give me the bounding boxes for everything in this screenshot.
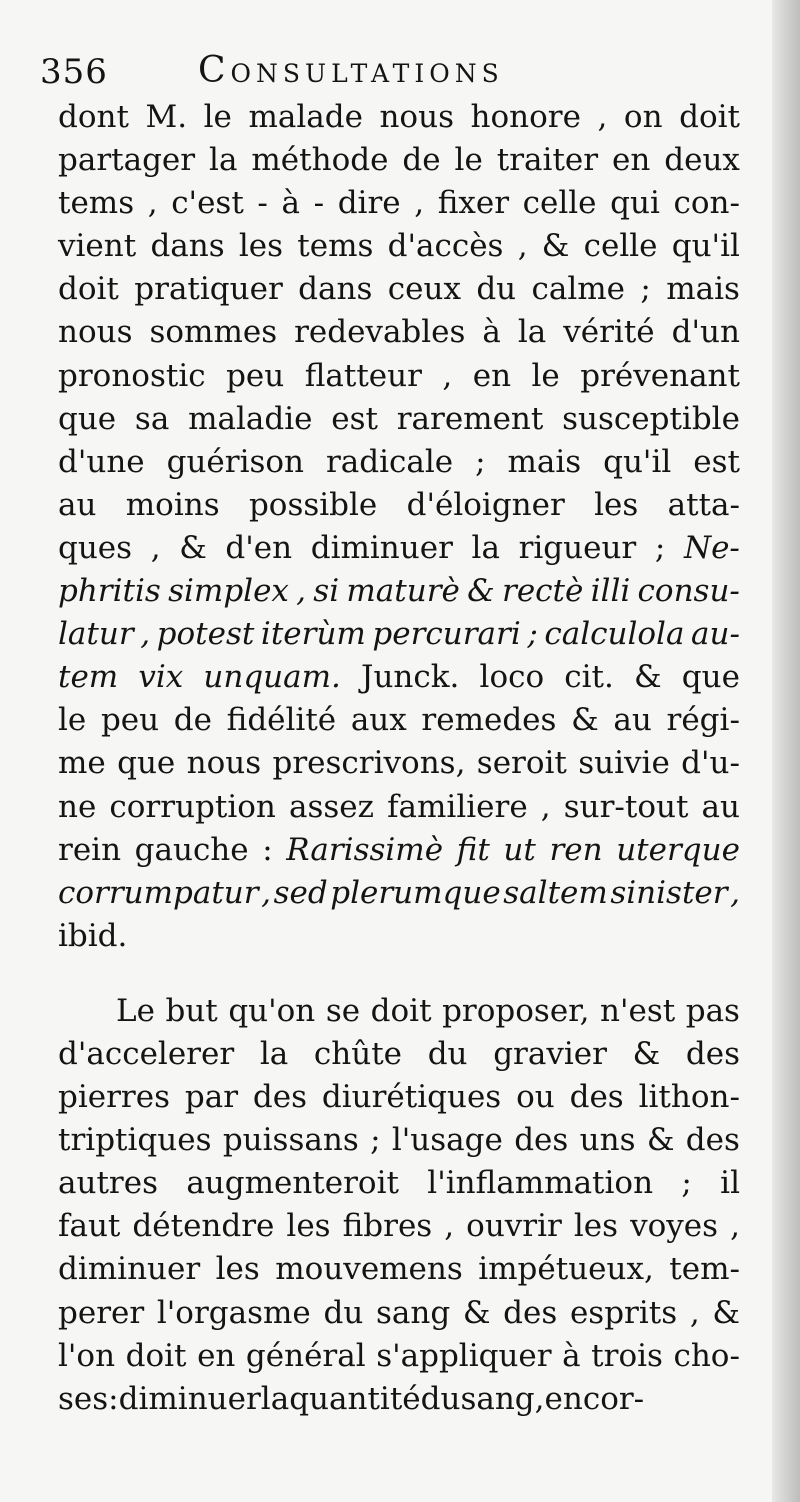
word: peu [226,357,285,394]
word: par [184,1079,239,1116]
text-line [58,398,740,441]
word: fibres [342,1208,433,1245]
word: , [689,1294,700,1331]
word: : [108,1380,119,1417]
word: , [442,357,453,394]
paragraph [58,96,740,958]
paragraph-gap [58,958,740,990]
word: consu- [637,573,740,610]
word: Junck. [361,659,460,696]
word: & [541,228,570,265]
text-line [58,613,740,656]
word: but [165,992,218,1029]
text-line [58,1205,740,1248]
word: autres [58,1165,158,1202]
word: à [562,1337,581,1374]
word: se [325,992,361,1029]
word: tem [58,659,119,696]
word: potest [156,616,255,653]
text-line [58,1033,740,1076]
word: qu'on [228,992,316,1029]
word: rectè [502,573,584,610]
word: il [720,1165,740,1202]
word: des [569,1079,624,1116]
word: celle [583,228,658,265]
word: susceptible [562,400,740,437]
word: Ne- [683,529,740,566]
word: ceux [387,271,461,308]
word: au [58,486,97,523]
word: malade [248,99,363,135]
text-line [58,872,740,915]
word: des [252,1079,308,1116]
word: n'est [599,992,676,1029]
word: assez [288,788,374,825]
body-text [58,96,740,1421]
word: si [313,573,340,610]
word: faut [58,1208,121,1245]
text-line [58,990,740,1033]
word: en [544,1380,583,1417]
word: illi [590,573,631,610]
word: chûte [313,1035,403,1072]
word: & [462,1294,491,1331]
text-line [58,915,740,958]
text-line [58,96,740,139]
word: en [197,1337,236,1374]
word: la [517,314,547,351]
word: peu [100,702,160,739]
word: pierres [58,1079,170,1116]
word: l'orgasme [156,1294,311,1331]
word: diminuer [310,529,453,566]
word: simplex [168,573,289,610]
text-line [58,1119,740,1162]
word: & [467,573,495,610]
word: maturè [346,573,460,610]
word: ; [640,271,651,308]
word: puissans [222,1122,359,1159]
word: guérison [166,443,305,480]
word: atta- [667,486,740,523]
text-line [58,1292,740,1335]
word: esprits [569,1294,678,1331]
word: ut [503,831,536,868]
word: quantité [289,1380,421,1417]
word: la [259,1035,289,1072]
word: ; [370,1122,381,1159]
word: rarement [396,400,544,437]
word: perer [58,1294,145,1331]
word: impétueux, [478,1251,654,1288]
word: latur [58,616,134,653]
word: c'est [171,185,244,222]
word: la [209,142,238,179]
word: traiter [496,142,599,179]
word: mais [666,271,740,308]
word: régi- [666,702,740,739]
word: loco [479,659,545,696]
word: d'u- [681,745,740,782]
word: au [701,788,740,825]
text-line [58,829,740,872]
text-line [58,182,740,225]
word: méthode [251,142,389,179]
word: sur-tout [563,788,689,825]
word: calculola [544,616,685,653]
word: ; [654,529,666,566]
word: qu'il [671,228,740,265]
word: à [281,185,300,222]
page-header [40,48,600,98]
word: redevables [294,314,466,351]
word: des [685,1035,740,1072]
word: les [573,1208,619,1245]
text-line [58,311,740,354]
word: unquam. [203,659,341,696]
word: , [140,616,151,653]
text-line [58,527,740,570]
word: d'éloigner [406,486,565,523]
word: le [58,702,87,739]
paragraph [58,990,740,1421]
word: percurari [372,616,521,653]
word: d'un [671,314,740,351]
text-line [58,139,740,182]
word: que [681,659,740,696]
word: sed [273,874,328,911]
running-head: Consultations [198,50,504,91]
word: lithon- [638,1079,740,1116]
text-line [58,656,740,699]
text-line [58,1076,740,1119]
word: on [623,99,663,135]
word: triptiques [58,1122,212,1159]
word: calme [531,271,626,308]
word: , [597,99,608,135]
word: les [286,1208,331,1245]
word: maladie [188,400,313,437]
word: , [147,185,158,222]
word: ne [58,788,97,825]
word: doit [58,271,119,308]
word: deux [664,142,740,179]
word: dont [58,99,129,135]
word: , [730,874,740,911]
text-line [58,786,740,829]
word: nous [58,314,133,351]
word: des [514,1122,569,1159]
word: d'en [225,529,293,566]
word: gravier [493,1035,607,1072]
word: celle [522,185,597,222]
word: , [444,1208,455,1245]
word: familiere [387,788,528,825]
text-line [58,355,740,398]
word: uterque [616,831,740,868]
word: aux [350,702,407,739]
word: cor- [582,1380,645,1417]
word: tem- [669,1251,740,1288]
word: ques [58,529,133,566]
word: ren [549,831,603,868]
word: suivie [578,745,670,782]
word: à [482,314,501,351]
word: général [245,1337,366,1374]
word: dans [298,271,373,308]
word: ; [527,616,538,653]
word: ibid. [58,917,128,954]
word: en [612,142,651,179]
word: & [179,529,207,566]
word: vix [138,659,184,696]
word: - [257,185,268,222]
word: le [531,357,560,394]
word: au [613,702,652,739]
word: doit [370,992,432,1029]
word: est [693,443,740,480]
word: , [296,573,307,610]
word: sommes [149,314,278,351]
text-line [58,268,740,311]
word: au- [691,616,740,653]
text-line [58,1162,740,1205]
word: la [471,529,500,566]
word: d'une [58,443,145,480]
word: tems [58,185,135,222]
word: est [331,400,378,437]
word: vérité [563,314,655,351]
word: : [262,831,273,868]
word: mais [507,443,582,480]
page-number: 356 [40,52,108,92]
page-edge-shadow [772,0,800,1502]
text-line [58,570,740,613]
word: le [203,99,232,135]
word: tems [297,228,374,265]
word: du [420,1380,461,1417]
word: doit [125,1337,187,1374]
word: nous [186,745,262,782]
word: les [594,486,639,523]
word: sa [134,400,170,437]
word: moins [125,486,220,523]
word: prescrivons, [272,745,466,782]
word: ou [516,1079,555,1116]
word: les [215,1251,260,1288]
word: fidélité [226,702,337,739]
word: du [427,1035,468,1072]
word: le [454,142,483,179]
word: , [414,185,425,222]
word: prévenant [580,357,740,394]
word: l'usage [391,1122,503,1159]
word: pas [685,992,740,1029]
text-line [58,484,740,527]
word: plerumque [330,874,501,911]
word: & [634,659,662,696]
word: dire [337,185,401,222]
word: diurétiques [321,1079,502,1116]
word: , [730,1208,740,1245]
word: augmenteroit [186,1165,399,1202]
word: M. [145,99,188,135]
word: phritis [58,573,161,610]
word: , [261,874,272,911]
word: cho- [673,1337,740,1374]
word: trois [591,1337,663,1374]
word: du [476,271,517,308]
word: nous [379,99,454,135]
text-line [58,742,740,785]
word: & [632,1035,661,1072]
word: Le [116,992,155,1029]
word: uns [579,1122,636,1159]
word: & [571,702,599,739]
word: me [58,745,106,782]
word: les [238,228,284,265]
word: con- [673,185,740,222]
word: vient [58,228,137,265]
word: iterùm [260,616,366,653]
text-line [58,1378,740,1421]
word: seroit [476,745,567,782]
word: d'accès [387,228,504,265]
word: possible [248,486,378,523]
word: remedes [421,702,557,739]
word: partager [58,142,196,179]
word: proposer, [442,992,590,1029]
word: fixer [437,185,510,222]
word: , [540,788,551,825]
word: détendre [132,1208,275,1245]
word: diminuer [58,1251,201,1288]
word: voyes [630,1208,719,1245]
word: , [517,228,528,265]
word: diminuer [118,1380,261,1417]
word: honore [470,99,581,135]
text-line [58,441,740,484]
word: sang [375,1294,451,1331]
word: d'accelerer [58,1035,235,1072]
word: pronostic [58,357,206,394]
word: en [472,357,512,394]
word: qui [610,185,660,222]
text-line [58,699,740,742]
word: rein [58,831,122,868]
word: mouvemens [275,1251,463,1288]
word: Rarissimè [286,831,444,868]
word: cit. [564,659,614,696]
word: pratiquer [134,271,283,308]
word: rigueur [518,529,637,566]
word: saltem [503,874,608,911]
word: de [173,702,212,739]
word: fit [456,831,490,868]
word: & [646,1122,675,1159]
word: des [503,1294,558,1331]
word: & [712,1294,740,1331]
word: du [323,1294,364,1331]
word: ses [58,1380,109,1417]
word: la [260,1380,290,1417]
text-line [58,225,740,268]
word: qu'il [603,443,672,480]
word: l'inflammation [427,1165,654,1202]
word: l'on [58,1337,116,1374]
word: doit [679,99,740,135]
word: que [117,745,176,782]
word: corrumpatur [58,874,259,911]
word: ; [475,443,486,480]
word: corruption [109,788,276,825]
word: que [58,400,117,437]
word: s'appliquer [376,1337,552,1374]
word: ouvrir [466,1208,562,1245]
word: sinister [610,874,728,911]
word: des [685,1122,740,1159]
word: dans [150,228,225,265]
word: radicale [325,443,454,480]
word: , [150,529,161,566]
text-line [58,1335,740,1378]
word: sang [460,1380,535,1417]
word: , [534,1380,545,1417]
word: de [402,142,441,179]
word: gauche [134,831,249,868]
word: - [313,185,325,222]
text-line [58,1248,740,1291]
word: flatteur [304,357,422,394]
word: ; [681,1165,692,1202]
